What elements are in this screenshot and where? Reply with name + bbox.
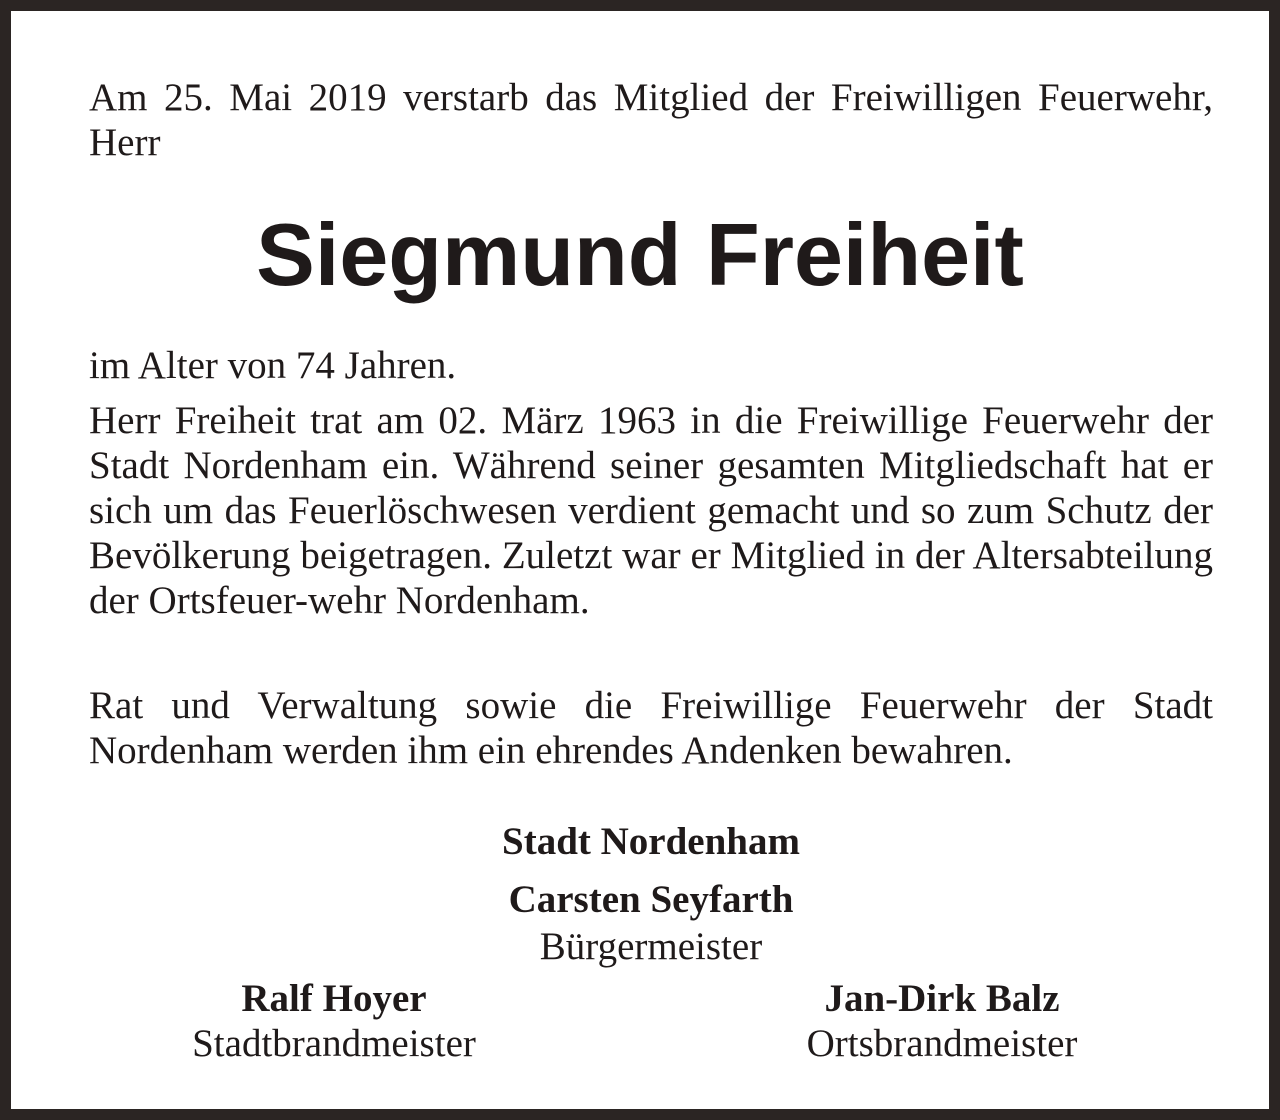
- signatory-left-title: Stadtbrandmeister: [192, 1022, 476, 1065]
- signatory-left: [124, 976, 544, 1066]
- deceased-name: Siegmund Freiheit: [256, 205, 1024, 304]
- biography-text: Herr Freiheit trat am 02. März 1963 in die Freiwillige Feuerwehr der Stadt Nordenham ein. Während seiner gesamten Mitgliedschaft hat er sich um das Feuerlöschwesen verdient gemacht und so zum Schutz der Bevölkerung beigetragen. Zuletzt war er Mitglied in der Altersabteilung der Ortsfeuer-wehr Nordenham.: [89, 399, 1213, 622]
- mayor-title: Bürgermeister: [539, 925, 763, 968]
- signatory-right-name: Jan-Dirk Balz: [824, 977, 1060, 1020]
- signatory-right: [732, 976, 1152, 1066]
- signatory-right-title: Ortsbrandmeister: [806, 1022, 1078, 1065]
- mayor-name: Carsten Seyfarth: [508, 878, 794, 921]
- organization-name: Stadt Nordenham: [502, 820, 800, 863]
- intro-text: Am 25. Mai 2019 verstarb das Mitglied der Freiwilligen Feuerwehr, Herr: [89, 76, 1213, 164]
- signatory-left-name: Ralf Hoyer: [241, 977, 427, 1020]
- farewell-text: Rat und Verwaltung sowie die Freiwillige Feuerwehr der Stadt Nordenham werden ihm ein ehrendes Andenken bewahren.: [89, 684, 1213, 772]
- age-line: im Alter von 74 Jahren.: [89, 344, 457, 387]
